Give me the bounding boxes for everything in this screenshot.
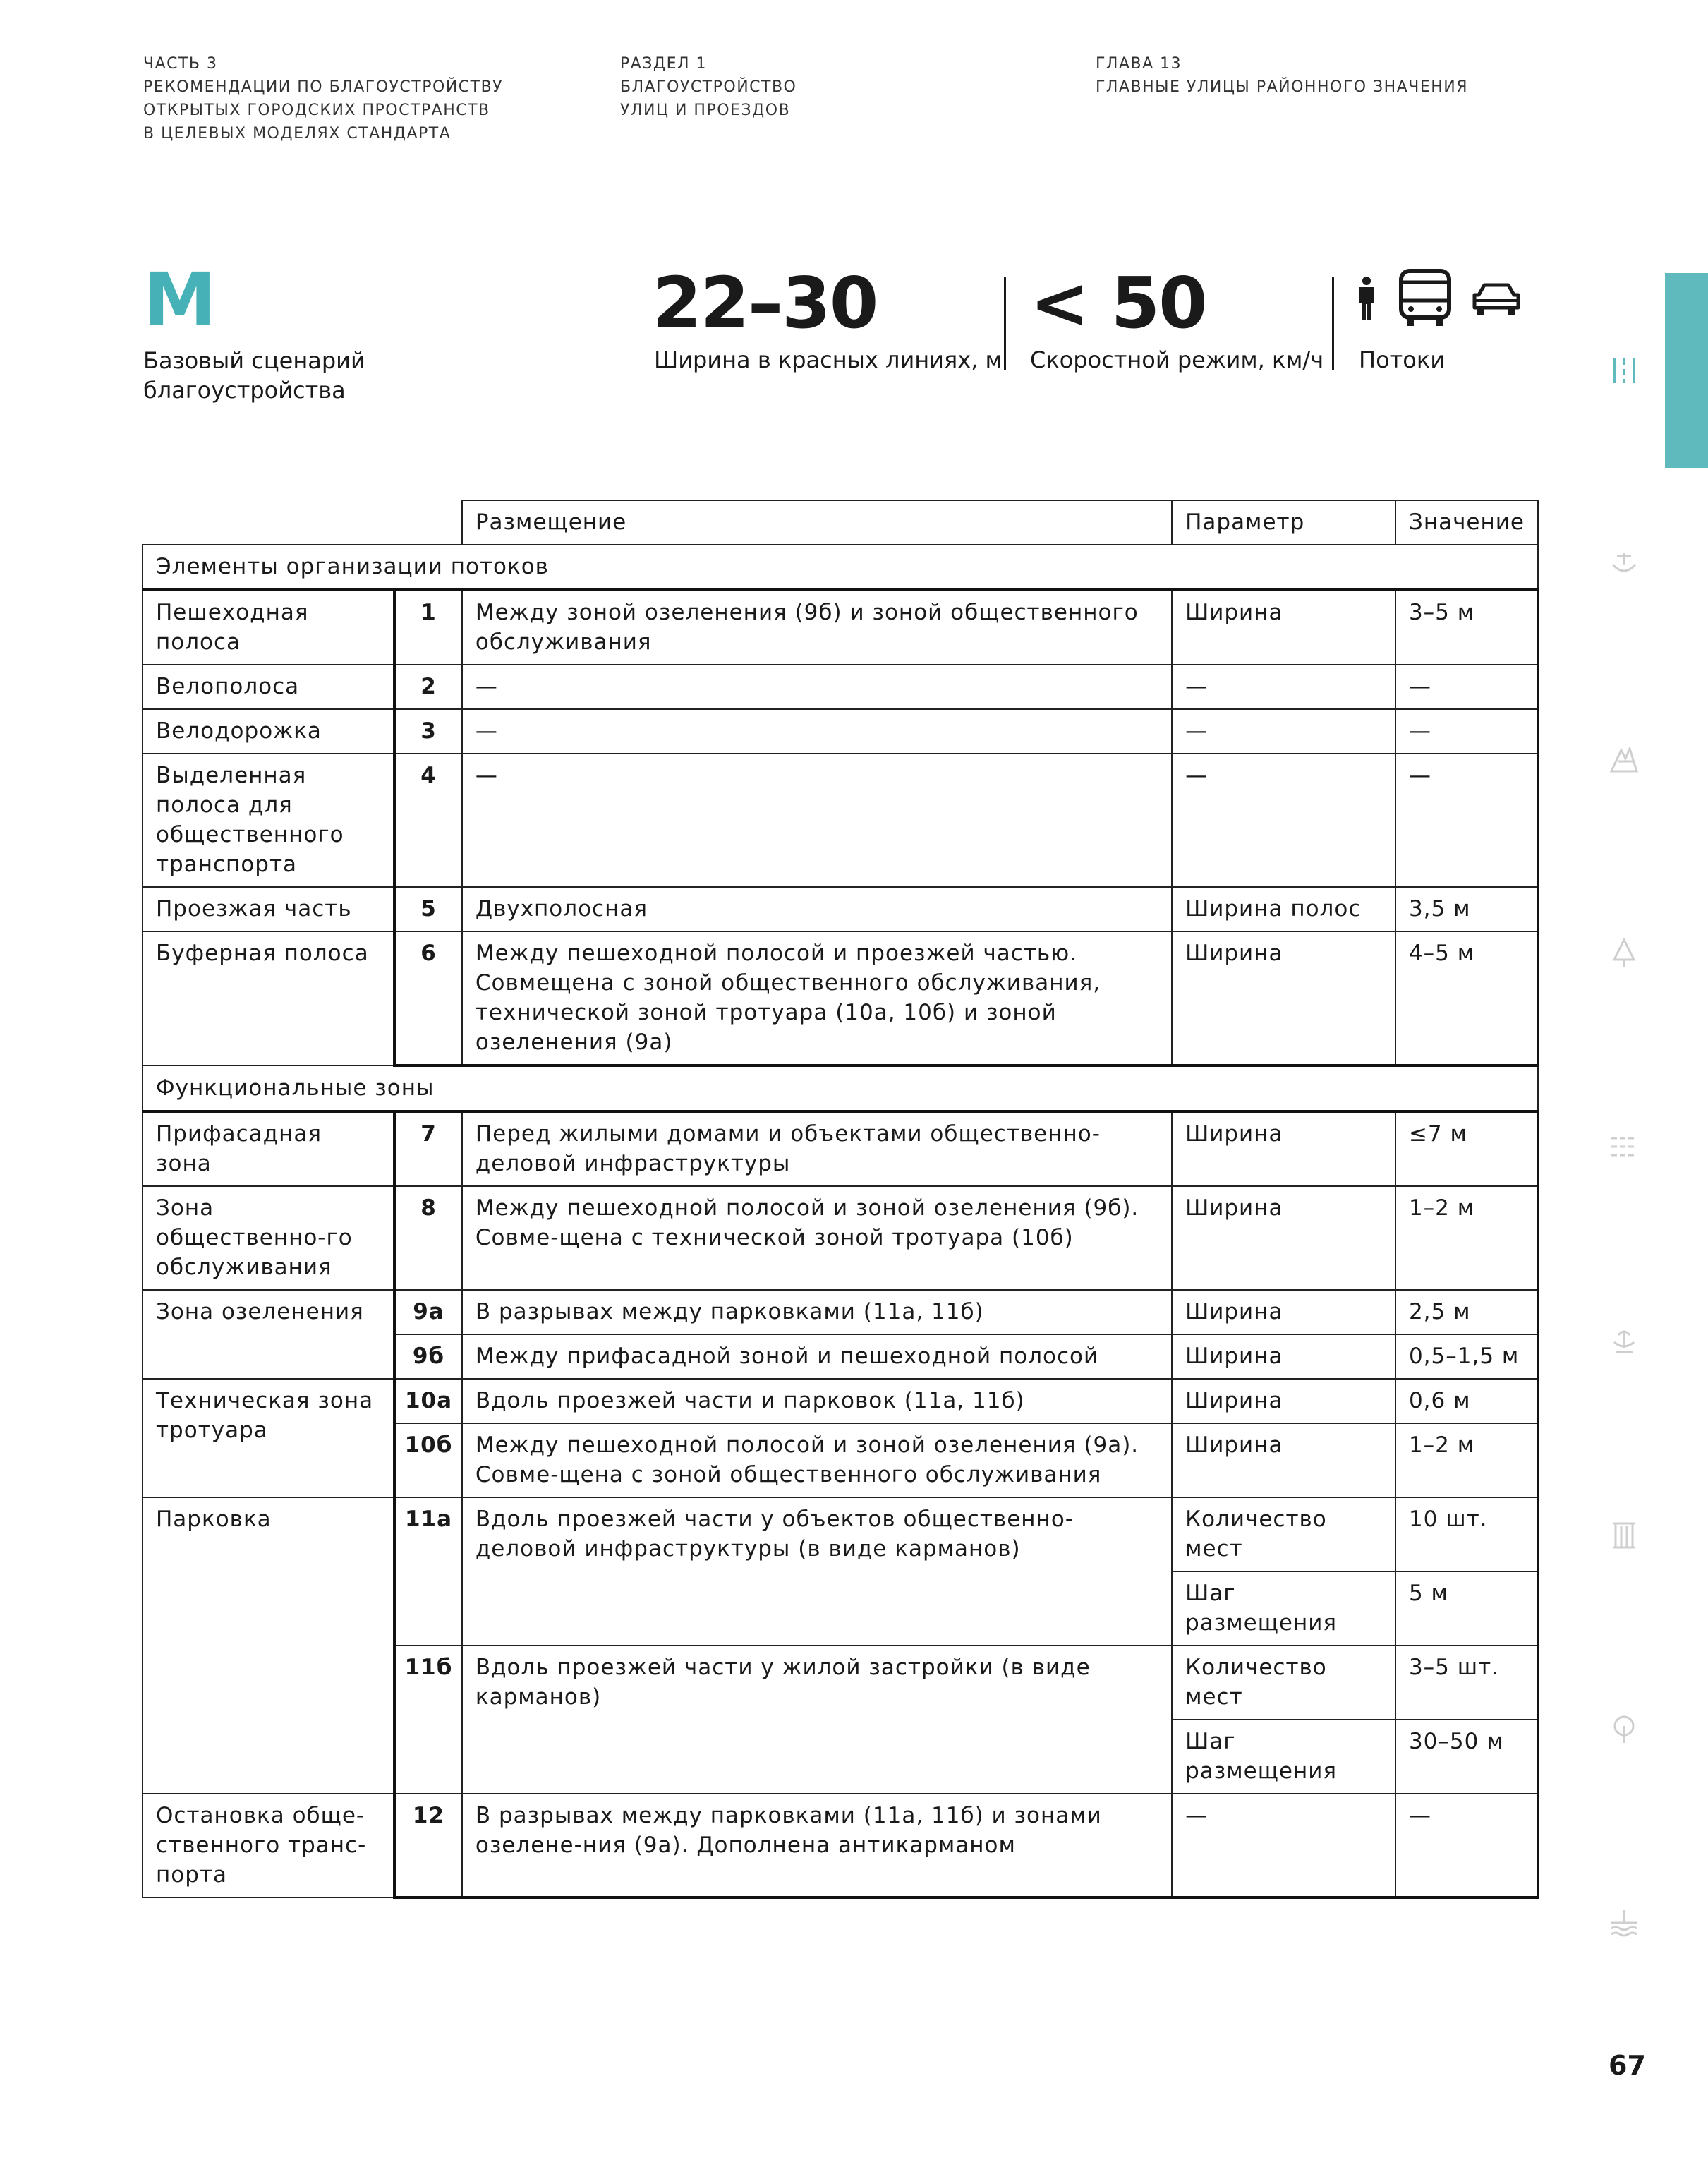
section-row [143, 1066, 1538, 1111]
element-value: 1–2 м [1395, 1423, 1538, 1497]
section-title: Функциональные зоны [143, 1066, 1538, 1111]
speed-label: Скоростной режим, км/ч [1030, 346, 1324, 373]
element-value: 5 м [1395, 1571, 1538, 1646]
scenario-label: Базовый сценарий благоустройства [143, 347, 365, 404]
table-row [143, 1111, 1538, 1186]
element-number: 7 [394, 1111, 462, 1186]
element-value: 30–50 м [1395, 1720, 1538, 1794]
table-row [143, 665, 1538, 709]
element-parameter: Ширина [1172, 590, 1395, 665]
element-name: Прифасадная зона [143, 1111, 394, 1186]
element-name: Велополоса [143, 665, 394, 709]
fountain-icon[interactable] [1609, 1325, 1640, 1356]
header-part-line: РЕКОМЕНДАЦИИ ПО БЛАГОУСТРОЙСТВУ [143, 78, 504, 96]
col-header-placement: Размещение [462, 500, 1172, 545]
element-name: Пешеходная полоса [143, 590, 394, 665]
element-name: Остановка обще-ственного транс-порта [143, 1794, 394, 1897]
element-number: 11б [394, 1646, 462, 1794]
element-number: 8 [394, 1186, 462, 1290]
element-number: 2 [394, 665, 462, 709]
spec-table [142, 500, 1539, 1899]
element-number: 10б [394, 1423, 462, 1497]
table-row [143, 931, 1538, 1066]
element-number: 9а [394, 1290, 462, 1334]
bus-icon [1397, 268, 1453, 329]
park-tree-icon[interactable] [1609, 1713, 1640, 1744]
width-value: 22–30 [653, 262, 878, 344]
divider [1332, 277, 1334, 370]
road-markings-icon[interactable] [1609, 1131, 1640, 1162]
element-placement: Двухполосная [462, 887, 1172, 931]
element-placement: В разрывах между парковками (11а, 11б) и зонами озелене-ния (9а). Дополнена антикарманом [462, 1794, 1172, 1897]
element-value: 4–5 м [1395, 931, 1538, 1066]
building-icon[interactable] [1609, 1519, 1640, 1550]
table-row [143, 1794, 1538, 1897]
table-row [143, 754, 1538, 887]
element-placement: Вдоль проезжей части у жилой застройки (в виде карманов) [462, 1646, 1172, 1794]
tree-icon[interactable] [1609, 937, 1640, 968]
table-row [143, 709, 1538, 754]
element-name: Буферная полоса [143, 931, 394, 1066]
element-placement: Между прифасадной зоной и пешеходной полосой [462, 1334, 1172, 1379]
table-row [143, 1497, 1538, 1571]
width-label: Ширина в красных линиях, м [654, 346, 1003, 373]
element-parameter: Ширина [1172, 1379, 1395, 1423]
element-value: — [1395, 665, 1538, 709]
element-number: 12 [394, 1794, 462, 1897]
element-value: 0,5–1,5 м [1395, 1334, 1538, 1379]
col-header-parameter: Параметр [1172, 500, 1395, 545]
element-number: 6 [394, 931, 462, 1066]
pedestrian-icon [1355, 276, 1379, 321]
element-name: Парковка [143, 1497, 394, 1794]
element-name: Зона озеленения [143, 1290, 394, 1379]
element-value: — [1395, 754, 1538, 887]
element-value: 2,5 м [1395, 1290, 1538, 1334]
flows-icons [1355, 268, 1521, 329]
section-title: Элементы организации потоков [143, 545, 1538, 590]
element-number: 4 [394, 754, 462, 887]
element-value: 10 шт. [1395, 1497, 1538, 1571]
table-row [143, 1186, 1538, 1290]
element-value: 3–5 м [1395, 590, 1538, 665]
element-name: Зона общественно-го обслуживания [143, 1186, 394, 1290]
header-chapter [1096, 52, 1468, 99]
element-parameter: Ширина [1172, 1111, 1395, 1186]
element-parameter: — [1172, 1794, 1395, 1897]
element-parameter: Ширина [1172, 1186, 1395, 1290]
header-section [620, 52, 797, 122]
side-tab-active[interactable] [1665, 273, 1708, 468]
element-name: Выделенная полоса для общественного транспорта [143, 754, 394, 887]
header-part-line: ОТКРЫТЫХ ГОРОДСКИХ ПРОСТРАНСТВ [143, 102, 490, 119]
element-placement: Между зоной озеленения (9б) и зоной общественного обслуживания [462, 590, 1172, 665]
element-placement: — [462, 754, 1172, 887]
element-name: Техническая зона тротуара [143, 1379, 394, 1497]
header-part-line: ЧАСТЬ 3 [143, 55, 218, 73]
element-number: 3 [394, 709, 462, 754]
speed-value: < 50 [1030, 262, 1206, 344]
scenario-letter: M [143, 257, 217, 343]
header-chapter-line: ГЛАВНЫЕ УЛИЦЫ РАЙОННОГО ЗНАЧЕНИЯ [1096, 78, 1469, 96]
section-row [143, 545, 1538, 590]
element-parameter: Количество мест [1172, 1646, 1395, 1720]
header-section-line: БЛАГОУСТРОЙСТВО [620, 78, 797, 96]
element-name: Велодорожка [143, 709, 394, 754]
element-parameter: Шаг размещения [1172, 1571, 1395, 1646]
element-parameter: Ширина [1172, 1423, 1395, 1497]
element-parameter: Ширина [1172, 1334, 1395, 1379]
sports-icon[interactable] [1609, 743, 1640, 774]
element-placement: — [462, 709, 1172, 754]
table-row [143, 1290, 1538, 1334]
header-part [143, 52, 503, 145]
element-value: — [1395, 709, 1538, 754]
element-placement: — [462, 665, 1172, 709]
table-row [143, 1379, 1538, 1423]
element-value: — [1395, 1794, 1538, 1897]
element-value: 3,5 м [1395, 887, 1538, 931]
waterfront-icon[interactable] [1609, 1907, 1640, 1938]
street-section-icon[interactable] [1609, 355, 1640, 386]
element-value: ≤7 м [1395, 1111, 1538, 1186]
element-placement: Вдоль проезжей части и парковок (11а, 11б) [462, 1379, 1172, 1423]
element-parameter: Шаг размещения [1172, 1720, 1395, 1794]
header-chapter-line: ГЛАВА 13 [1096, 55, 1182, 73]
col-header-value: Значение [1395, 500, 1538, 545]
element-number: 1 [394, 590, 462, 665]
flows-label: Потоки [1359, 346, 1445, 373]
element-placement: Между пешеходной полосой и проезжей частью. Совмещена с зоной общественного обслуживания, технической зоной тротуара (10а, 10б) и зоной озеленения (9а) [462, 931, 1172, 1066]
element-parameter: — [1172, 754, 1395, 887]
element-placement: Перед жилыми домами и объектами общественно-деловой инфраструктуры [462, 1111, 1172, 1186]
element-parameter: Ширина [1172, 1290, 1395, 1334]
element-number: 11а [394, 1497, 462, 1646]
element-parameter: Количество мест [1172, 1497, 1395, 1571]
element-value: 3–5 шт. [1395, 1646, 1538, 1720]
element-number: 9б [394, 1334, 462, 1379]
element-value: 1–2 м [1395, 1186, 1538, 1290]
element-parameter: Ширина полос [1172, 887, 1395, 931]
element-number: 10а [394, 1379, 462, 1423]
element-parameter: — [1172, 709, 1395, 754]
divider [1004, 277, 1006, 370]
page-number: 67 [1609, 2050, 1646, 2081]
element-placement: Между пешеходной полосой и зоной озеленения (9б). Совме-щена с технической зоной тротуара (10б) [462, 1186, 1172, 1290]
element-name: Проезжая часть [143, 887, 394, 931]
car-icon [1472, 279, 1521, 318]
header-section-line: РАЗДЕЛ 1 [620, 55, 708, 73]
element-placement: Вдоль проезжей части у объектов общественно-деловой инфраструктуры (в виде карманов) [462, 1497, 1172, 1646]
element-placement: Между пешеходной полосой и зоной озеленения (9а). Совме-щена с зоной общественного обслуживания [462, 1423, 1172, 1497]
header-section-line: УЛИЦ И ПРОЕЗДОВ [620, 102, 791, 119]
element-number: 5 [394, 887, 462, 931]
element-value: 0,6 м [1395, 1379, 1538, 1423]
header-part-line: В ЦЕЛЕВЫХ МОДЕЛЯХ СТАНДАРТА [143, 125, 452, 143]
element-placement: В разрывах между парковками (11а, 11б) [462, 1290, 1172, 1334]
table-row [143, 887, 1538, 931]
playground-icon[interactable] [1609, 549, 1640, 580]
table-row [143, 590, 1538, 665]
table-header-row [143, 500, 1538, 545]
element-parameter: — [1172, 665, 1395, 709]
element-parameter: Ширина [1172, 931, 1395, 1066]
